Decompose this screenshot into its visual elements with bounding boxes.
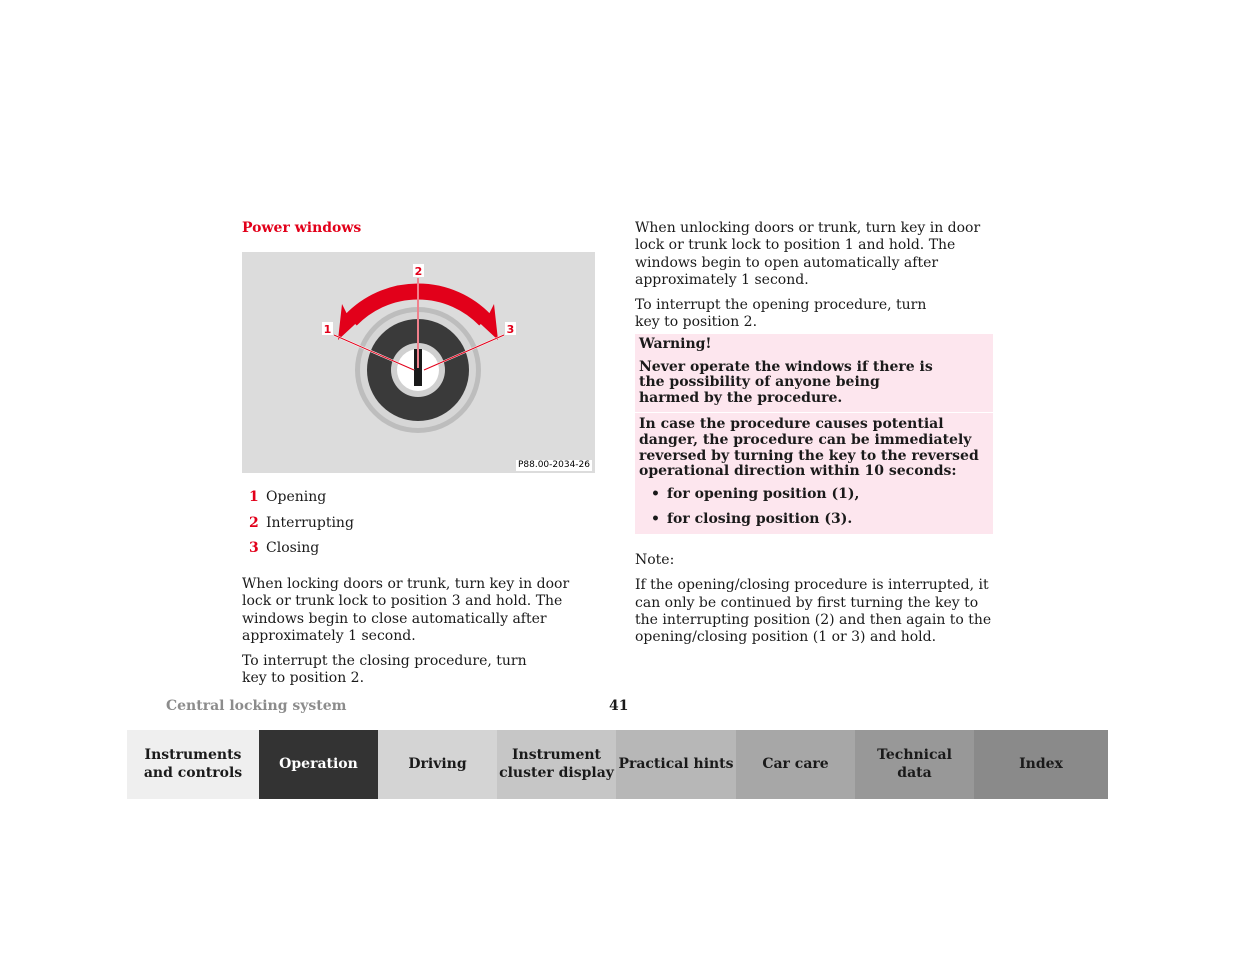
note-section <box>635 552 1000 654</box>
nav-tab-instruments-and-controls[interactable] <box>127 730 259 799</box>
legend-label: Closing <box>266 540 320 556</box>
warning-bullet: • for closing position (3). <box>639 512 989 528</box>
nav-tab-line: Car care <box>762 755 829 772</box>
warning-divider <box>635 412 993 413</box>
legend-item <box>249 540 354 556</box>
nav-tab-line: Index <box>1019 755 1063 772</box>
legend-number: 1 <box>249 489 259 505</box>
unlocking-instructions <box>635 220 995 340</box>
legend-number: 2 <box>249 514 259 531</box>
warning-box <box>635 334 993 534</box>
figure-code: P88.00-2034-26 <box>517 460 590 470</box>
key-lock-illustration <box>242 252 595 473</box>
nav-tab-line: Instruments <box>144 746 242 763</box>
callout-2: 2 <box>414 265 423 278</box>
interrupt-opening-paragraph: To interrupt the opening procedure, turn key to position 2. <box>635 297 927 331</box>
nav-tab-line: Technical <box>877 746 952 763</box>
nav-tab-operation[interactable] <box>259 730 378 799</box>
interrupt-closing-paragraph: To interrupt the closing procedure, turn key to position 2. <box>242 653 527 687</box>
legend-label: Interrupting <box>266 514 354 531</box>
nav-tab-line: Driving <box>408 755 467 772</box>
nav-tab-line: Operation <box>279 755 358 772</box>
nav-tab-line: and controls <box>143 764 243 781</box>
locking-instructions <box>242 576 602 696</box>
warning-bullet: • for opening position (1), <box>639 487 989 503</box>
nav-tab-index[interactable] <box>974 730 1108 799</box>
nav-tab-line: cluster display <box>499 764 614 781</box>
nav-tab-line: Practical hints <box>618 755 734 772</box>
warning-bullets <box>639 487 989 528</box>
unlocking-paragraph: When unlocking doors or trunk, turn key in door lock or trunk lock to position 1 and hold. The windows begin to open automatically after approximately 1 second. <box>635 220 981 288</box>
warning-paragraph-2: In case the procedure causes potential danger, the procedure can be immediately reversed by turning the key to the reversed operational direction within 10 seconds: <box>639 416 979 480</box>
legend-list <box>249 489 354 566</box>
chapter-nav-bar <box>127 730 1108 799</box>
page-number: 41 <box>609 698 629 714</box>
note-label: Note: <box>635 552 675 568</box>
nav-tab-technical-data[interactable] <box>855 730 974 799</box>
nav-tab-line: data <box>897 764 932 781</box>
legend-label: Opening <box>266 489 327 505</box>
nav-tab-practical-hints[interactable] <box>616 730 736 799</box>
nav-tab-instrument-cluster-display[interactable] <box>497 730 616 799</box>
legend-item <box>249 515 354 531</box>
nav-tab-car-care[interactable] <box>736 730 855 799</box>
legend-item <box>249 489 354 505</box>
warning-paragraph-1: Never operate the windows if there is the possibility of anyone being harmed by the procedure. <box>639 358 933 406</box>
note-text: If the opening/closing procedure is interrupted, it can only be continued by first turning the key to the interrupting position (2) and then again to the opening/closing position (1 or 3) and hold. <box>635 577 992 646</box>
footer-section-name: Central locking system <box>166 698 347 714</box>
lock-cylinder-diagram <box>242 252 595 473</box>
section-title: Power windows <box>242 220 362 236</box>
callout-1: 1 <box>323 323 332 336</box>
legend-number: 3 <box>249 540 259 556</box>
warning-title: Warning! <box>639 336 712 352</box>
locking-paragraph: When locking doors or trunk, turn key in door lock or trunk lock to position 3 and hold. The windows begin to close automatically after approximately 1 second. <box>242 576 570 644</box>
nav-tab-driving[interactable] <box>378 730 497 799</box>
nav-tab-line: Instrument <box>512 746 601 763</box>
callout-3: 3 <box>506 323 515 336</box>
